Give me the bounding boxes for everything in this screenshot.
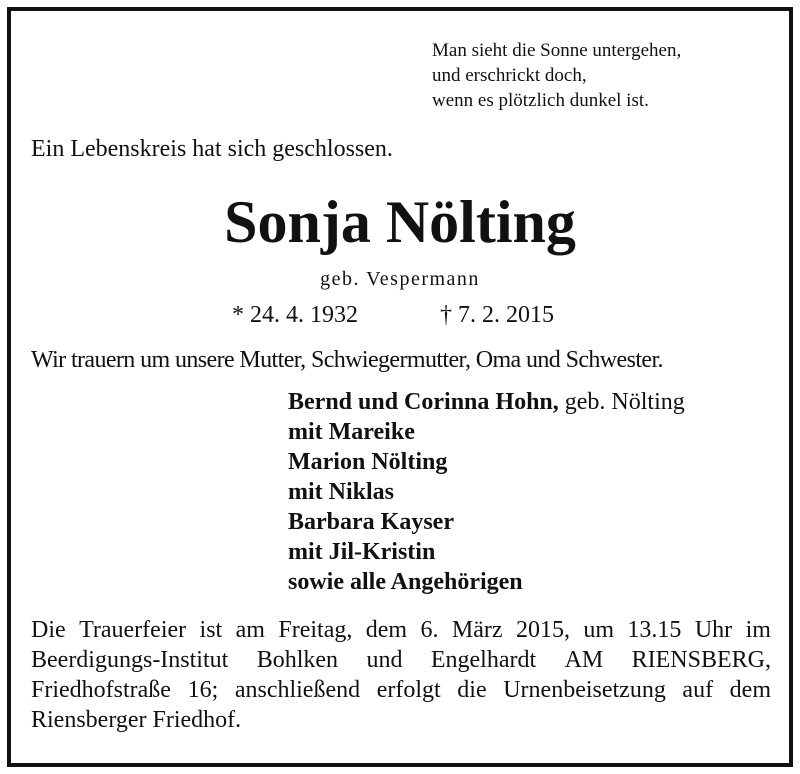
service-info	[31, 615, 771, 735]
service-line	[31, 615, 771, 645]
word: Trauerfeier	[79, 617, 187, 643]
word: 6.	[420, 617, 439, 643]
word: Bohlken	[256, 647, 339, 673]
intro-line: Ein Lebenskreis hat sich geschlossen.	[31, 136, 393, 162]
mourning-statement: Wir trauern um unsere Mutter, Schwiegermutter, Oma und Schwester.	[31, 347, 663, 373]
word: Beerdigungs-Institut	[31, 647, 229, 673]
family-row: mit Niklas	[288, 479, 395, 505]
word: ist	[199, 617, 223, 643]
family-row-bold: Bernd und Corinna Hohn,	[288, 389, 559, 415]
word: RIENSBERG,	[631, 647, 771, 673]
word: AM	[564, 647, 604, 673]
family-list	[288, 387, 685, 597]
word: Urnenbeisetzung	[503, 677, 666, 703]
family-row: mit Mareike	[288, 419, 415, 445]
birth-date: * 24. 4. 1932	[232, 302, 358, 328]
word: erfolgt	[376, 677, 441, 703]
word: im	[745, 617, 771, 643]
word: und	[366, 647, 403, 673]
service-line	[31, 675, 771, 705]
word: Die	[31, 617, 66, 643]
maiden-name: geb. Vespermann	[320, 268, 480, 290]
word: die	[457, 677, 487, 703]
word: anschließend	[234, 677, 361, 703]
poem	[432, 38, 681, 113]
word: 13.15	[627, 617, 682, 643]
poem-line: wenn es plötzlich dunkel ist.	[432, 90, 649, 111]
word: um	[583, 617, 615, 643]
service-line: Riensberger Friedhof.	[31, 707, 242, 733]
word: dem	[365, 617, 408, 643]
service-line	[31, 645, 771, 675]
death-date: † 7. 2. 2015	[440, 302, 554, 328]
word: 16;	[187, 677, 219, 703]
family-row	[288, 387, 685, 417]
poem-line: und erschrickt doch,	[432, 65, 587, 86]
word: Freitag,	[278, 617, 353, 643]
word: dem	[729, 677, 771, 703]
family-row: Marion Nölting	[288, 449, 448, 475]
word: auf	[682, 677, 714, 703]
deceased-name: Sonja Nölting	[224, 189, 576, 255]
word: März	[451, 617, 503, 643]
word: Uhr	[694, 617, 733, 643]
word: 2015,	[515, 617, 570, 643]
family-row: mit Jil-Kristin	[288, 539, 436, 565]
family-row: Barbara Kayser	[288, 509, 454, 535]
word: am	[235, 617, 265, 643]
word: Friedhofstraße	[31, 677, 171, 703]
family-row-note: geb. Nölting	[558, 389, 685, 415]
word: Engelhardt	[430, 647, 537, 673]
poem-line: Man sieht die Sonne untergehen,	[432, 40, 682, 61]
family-row: sowie alle Angehörigen	[288, 569, 523, 595]
